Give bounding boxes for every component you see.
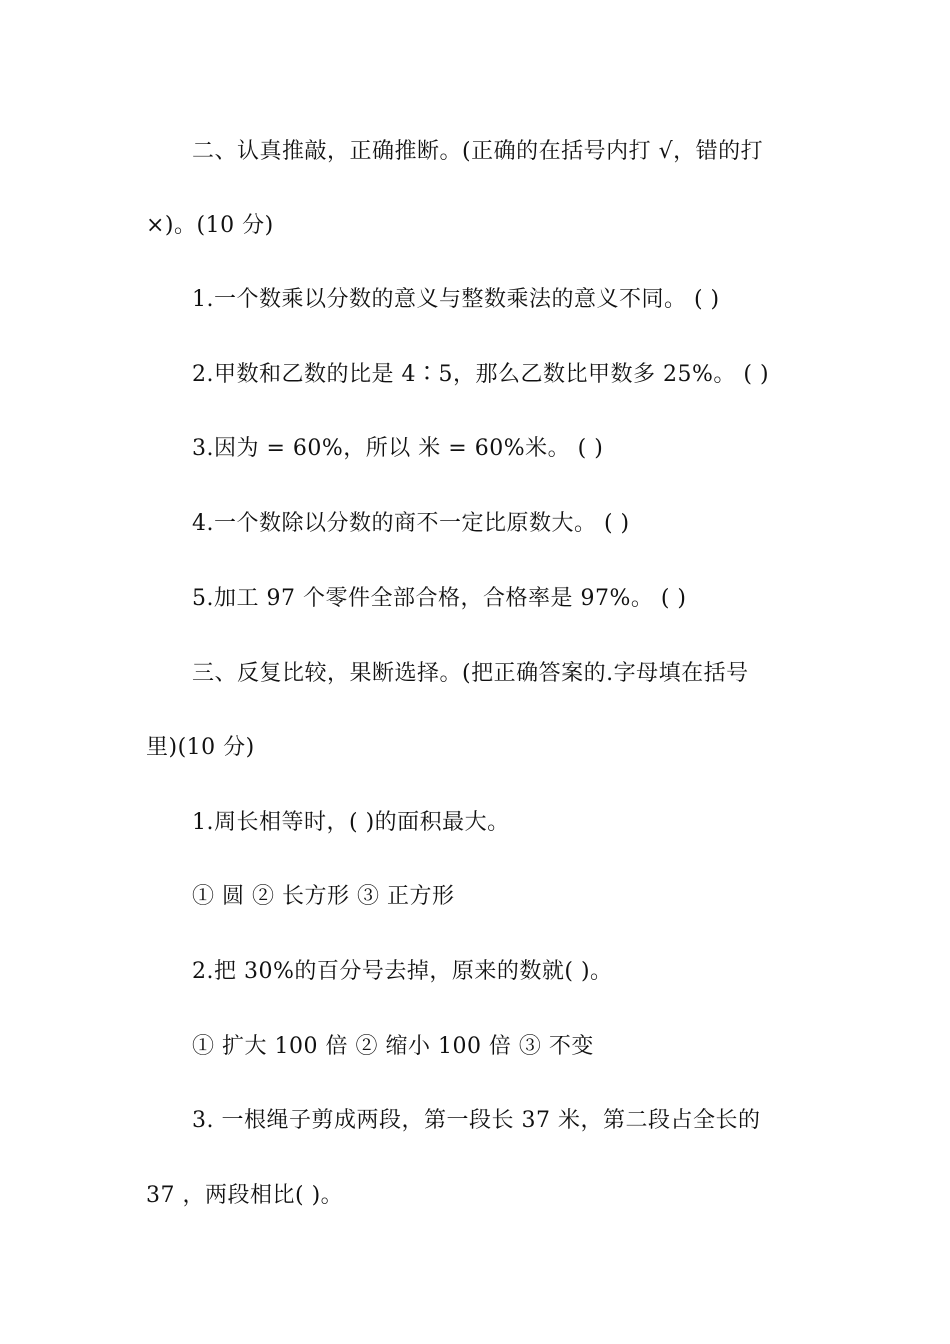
question-text: 3. 一根绳子剪成两段，第一段长 37 米，第二段占全长的 (192, 1108, 761, 1133)
answer-options: ① 扩大 100 倍 ② 缩小 100 倍 ③ 不变 (192, 1034, 594, 1059)
question-text: 2.甲数和乙数的比是 4∶5，那么乙数比甲数多 25%。 ( ) (192, 362, 770, 387)
question-text: 4.一个数除以分数的商不一定比原数大。 ( ) (192, 511, 630, 536)
section-two-heading-cont: ×)。(10 分) (146, 213, 274, 238)
question-text: 3.因为 = 60%，所以 米 = 60%米。 ( ) (192, 436, 604, 461)
question-text-cont: 37 ，两段相比( )。 (146, 1183, 344, 1208)
question-text: 1.一个数乘以分数的意义与整数乘法的意义不同。 ( ) (192, 287, 720, 312)
question-text: 1.周长相等时，( )的面积最大。 (192, 810, 510, 835)
section-three-heading-cont: 里)(10 分) (146, 735, 255, 760)
answer-options: ① 圆 ② 长方形 ③ 正方形 (192, 884, 455, 909)
section-two-heading: 二、认真推敲，正确推断。(正确的在括号内打 √，错的打 (192, 139, 764, 164)
section-three-heading: 三、反复比较，果断选择。(把正确答案的.字母填在括号 (192, 661, 749, 686)
question-text: 2.把 30%的百分号去掉，原来的数就( )。 (192, 959, 613, 984)
question-text: 5.加工 97 个零件全部合格，合格率是 97%。 ( ) (192, 586, 687, 611)
